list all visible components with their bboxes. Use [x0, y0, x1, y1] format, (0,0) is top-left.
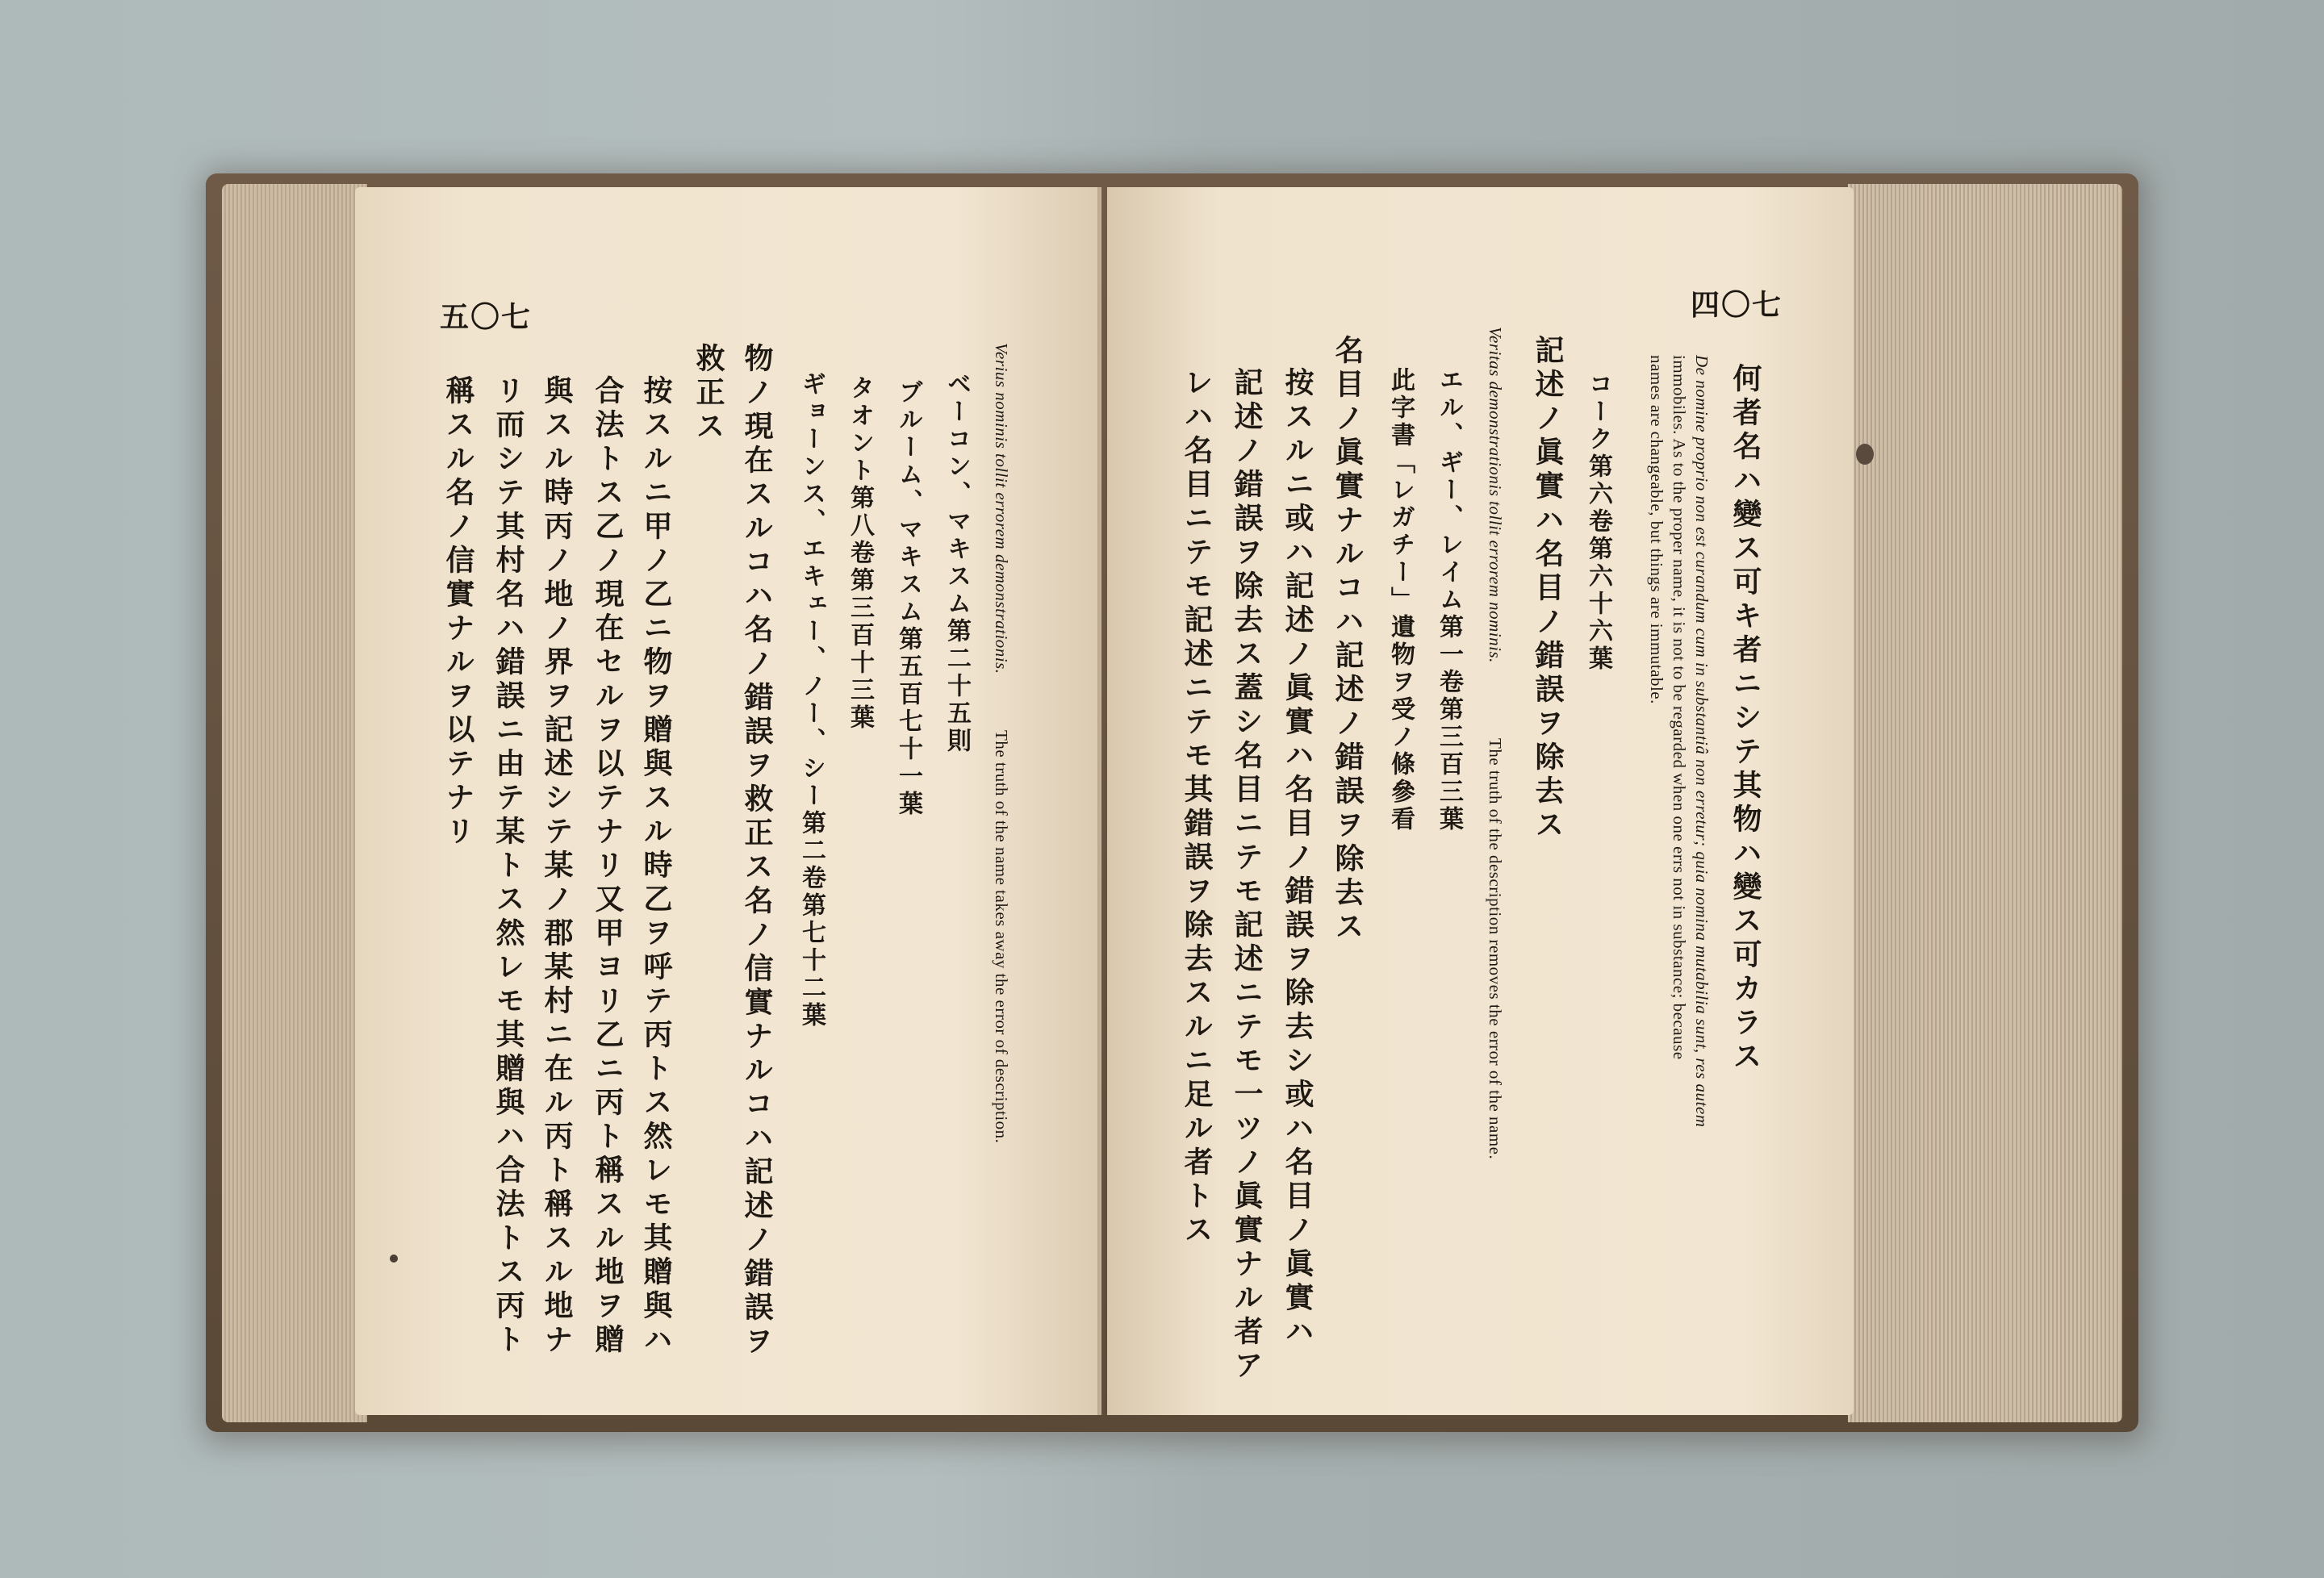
left-commentary-2: 合法トス乙ノ現在セルヲ以テナリ又甲ヨリ乙ニ丙ト稱スル地ヲ贈 [591, 375, 625, 1358]
page-edges-right [1848, 184, 2122, 1422]
right-commentary-2: 記述ノ錯誤ヲ除去ス蓋シ名目ニテモ記述ニテモ一ツノ眞實ナル者ア [1230, 367, 1264, 1384]
right-page-number: 四〇七 [1691, 288, 1783, 322]
left-commentary-1: 按スルニ甲ノ乙ニ物ヲ贈與スル時乙ヲ呼テ丙トス然レモ其贈與ハ [639, 375, 673, 1358]
left-commentary-4: リ而シテ其村名ハ錯誤ニ由テ某トス然レモ其贈與ハ合法トス丙ト [491, 375, 525, 1358]
right-english-translation: The truth of the description removes the error of the name. [1486, 738, 1505, 1160]
right-citation-lraym: エル、ギー、レイム第一卷第三百三葉 [1435, 367, 1463, 833]
right-commentary-1: 按スルニ或ハ記述ノ眞實ハ名目ノ錯誤ヲ除去シ或ハ名目ノ眞實ハ [1281, 367, 1315, 1350]
left-maxim-jp-cont: 救正ス [692, 343, 725, 445]
page-spot [390, 1254, 398, 1263]
left-citation-taunton: タオント第八卷第三百十三葉 [846, 375, 874, 732]
right-english-line-1: immobiles. As to the proper name, it is not to be regarded when one errs not in substance; because [1670, 355, 1689, 1060]
right-maxim-jp: 記述ノ眞實ハ名目ノ錯誤ヲ除去ス [1531, 335, 1565, 843]
left-citation-bacon: ベーコン、マキスム第二十五則 [943, 371, 971, 755]
left-maxim-jp: 物ノ現在スルコハ名ノ錯誤ヲ救正ス名ノ信實ナルコハ記述ノ錯誤ヲ [740, 343, 774, 1359]
right-english-line-2: names are changeable, but things are immutable. [1647, 355, 1666, 704]
left-commentary-3: 與スル時丙ノ地ノ界ヲ記述シテ某ノ郡某村ニ在ル丙ト稱スル地ナ [540, 375, 574, 1358]
right-cross-reference: 此字書「レガチー」遺物ヲ受ノ條參看 [1386, 367, 1415, 833]
right-commentary-3: レハ名目ニテモ記述ニテモ其錯誤ヲ除去スルニ足ル者トス [1180, 367, 1214, 1248]
right-citation-coke: コーク第六卷第六十六葉 [1584, 371, 1612, 673]
right-maxim-jp-2: 名目ノ眞實ナルコハ記述ノ錯誤ヲ除去ス [1331, 335, 1365, 945]
page-edges-left [222, 184, 367, 1422]
left-citation-broom: ブルーム、マキスム第五百七十一葉 [894, 379, 922, 818]
left-page-number: 五〇七 [440, 300, 533, 334]
left-commentary-5: 稱スル名ノ信實ナルヲ以テナリ [441, 375, 475, 850]
left-citation-jones: ギョーンス、エキェー、ノー、シー第二卷第七十二葉 [797, 371, 826, 1029]
page-spot [1856, 444, 1874, 465]
right-heading-jp: 何者名ハ變ス可キ者ニシテ其物ハ變ス可カラス [1728, 363, 1762, 1075]
left-english-translation: The truth of the name takes away the error of description. [992, 730, 1011, 1144]
right-latin-maxim: Veritas demonstrationis tollit errorem nominis. [1486, 327, 1505, 663]
right-latin-line-1: De nomine proprio non est curandum cum in substantiâ non erretur; quia nomina mutabilia sunt, res autem [1692, 355, 1712, 1128]
left-latin-maxim: Verius nominis tollit errorem demonstrationis. [992, 343, 1011, 674]
